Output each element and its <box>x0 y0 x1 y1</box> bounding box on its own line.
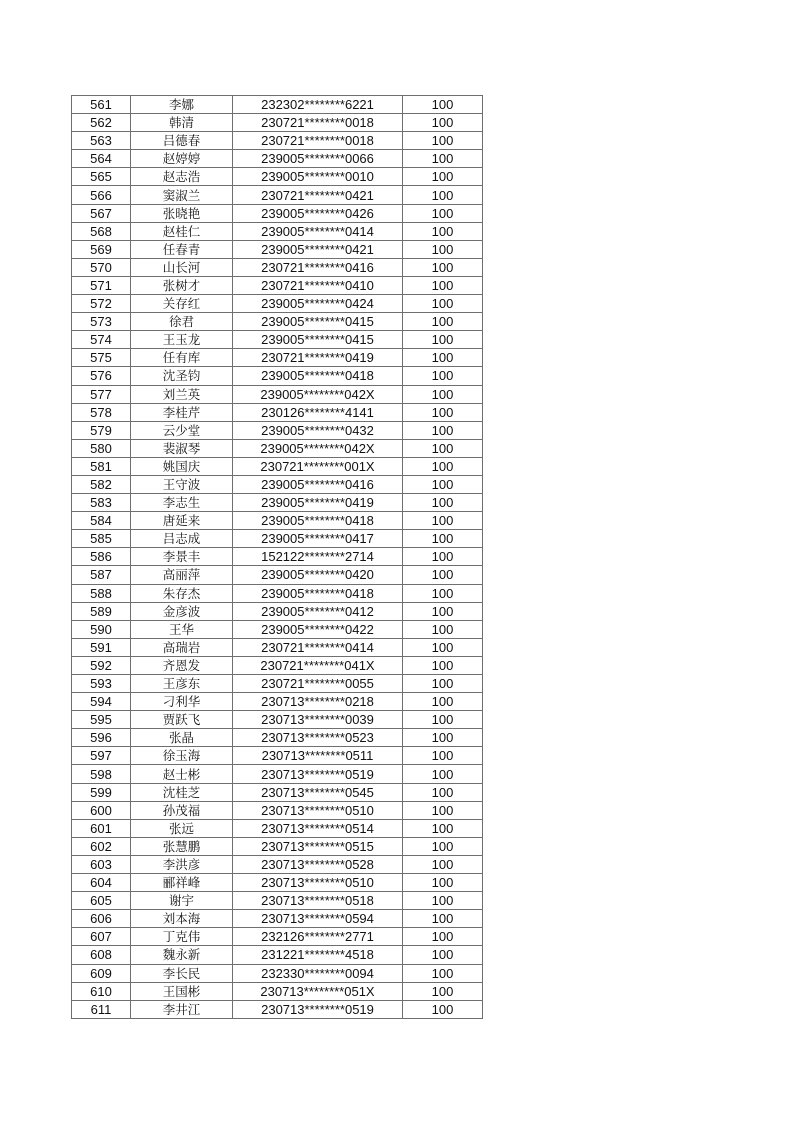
name-cell: 王华 <box>131 620 233 638</box>
row-number-cell: 593 <box>72 675 131 693</box>
name-cell: 赵志浩 <box>131 168 233 186</box>
table-row <box>72 892 483 910</box>
score-cell: 100 <box>403 584 483 602</box>
id-number-cell: 231221********4518 <box>233 946 403 964</box>
id-number-cell: 230721********0410 <box>233 276 403 294</box>
table-row <box>72 855 483 873</box>
table-row <box>72 874 483 892</box>
score-cell: 100 <box>403 638 483 656</box>
score-cell: 100 <box>403 928 483 946</box>
id-number-cell: 232330********0094 <box>233 964 403 982</box>
score-cell: 100 <box>403 783 483 801</box>
table-row <box>72 747 483 765</box>
table-row <box>72 439 483 457</box>
id-number-cell: 239005********0421 <box>233 240 403 258</box>
row-number-cell: 571 <box>72 276 131 294</box>
score-cell: 100 <box>403 711 483 729</box>
row-number-cell: 607 <box>72 928 131 946</box>
row-number-cell: 604 <box>72 874 131 892</box>
score-cell: 100 <box>403 602 483 620</box>
id-number-cell: 230713********0218 <box>233 693 403 711</box>
id-number-cell: 230713********0594 <box>233 910 403 928</box>
row-number-cell: 586 <box>72 548 131 566</box>
name-cell: 韩清 <box>131 114 233 132</box>
row-number-cell: 600 <box>72 801 131 819</box>
name-cell: 张远 <box>131 819 233 837</box>
row-number-cell: 576 <box>72 367 131 385</box>
name-cell: 刘本海 <box>131 910 233 928</box>
id-number-cell: 230721********001X <box>233 457 403 475</box>
name-cell: 王守波 <box>131 475 233 493</box>
score-cell: 100 <box>403 367 483 385</box>
name-cell: 李娜 <box>131 96 233 114</box>
score-cell: 100 <box>403 747 483 765</box>
name-cell: 吕志成 <box>131 530 233 548</box>
row-number-cell: 572 <box>72 295 131 313</box>
row-number-cell: 582 <box>72 475 131 493</box>
name-cell: 沈圣钧 <box>131 367 233 385</box>
score-cell: 100 <box>403 439 483 457</box>
score-cell: 100 <box>403 910 483 928</box>
id-number-cell: 230713********0511 <box>233 747 403 765</box>
id-number-cell: 239005********0415 <box>233 331 403 349</box>
table-row <box>72 349 483 367</box>
name-cell: 云少堂 <box>131 421 233 439</box>
id-number-cell: 230713********0523 <box>233 729 403 747</box>
score-cell: 100 <box>403 331 483 349</box>
score-cell: 100 <box>403 240 483 258</box>
row-number-cell: 592 <box>72 656 131 674</box>
score-cell: 100 <box>403 114 483 132</box>
name-cell: 张慧鹏 <box>131 837 233 855</box>
name-cell: 张树才 <box>131 276 233 294</box>
score-cell: 100 <box>403 204 483 222</box>
table-row <box>72 656 483 674</box>
score-cell: 100 <box>403 168 483 186</box>
score-cell: 100 <box>403 475 483 493</box>
id-number-cell: 239005********0426 <box>233 204 403 222</box>
row-number-cell: 567 <box>72 204 131 222</box>
name-cell: 任春青 <box>131 240 233 258</box>
row-number-cell: 611 <box>72 1000 131 1018</box>
name-cell: 李长民 <box>131 964 233 982</box>
id-number-cell: 152122********2714 <box>233 548 403 566</box>
score-cell: 100 <box>403 892 483 910</box>
id-number-cell: 239005********0420 <box>233 566 403 584</box>
table-row <box>72 222 483 240</box>
table-row <box>72 367 483 385</box>
score-cell: 100 <box>403 1000 483 1018</box>
table-row <box>72 783 483 801</box>
score-cell: 100 <box>403 837 483 855</box>
score-cell: 100 <box>403 222 483 240</box>
name-cell: 齐恩发 <box>131 656 233 674</box>
row-number-cell: 581 <box>72 457 131 475</box>
id-number-cell: 239005********0418 <box>233 584 403 602</box>
id-number-cell: 230713********0510 <box>233 874 403 892</box>
name-cell: 张晓艳 <box>131 204 233 222</box>
score-cell: 100 <box>403 385 483 403</box>
row-number-cell: 605 <box>72 892 131 910</box>
id-number-cell: 230713********0514 <box>233 819 403 837</box>
table-row <box>72 1000 483 1018</box>
table-row <box>72 421 483 439</box>
score-cell: 100 <box>403 313 483 331</box>
table-row <box>72 620 483 638</box>
row-number-cell: 587 <box>72 566 131 584</box>
table-row <box>72 114 483 132</box>
score-cell: 100 <box>403 566 483 584</box>
name-cell: 王彦东 <box>131 675 233 693</box>
id-number-cell: 232302********6221 <box>233 96 403 114</box>
score-cell: 100 <box>403 295 483 313</box>
name-cell: 徐玉海 <box>131 747 233 765</box>
id-number-cell: 230721********041X <box>233 656 403 674</box>
table-row <box>72 675 483 693</box>
score-cell: 100 <box>403 675 483 693</box>
id-number-cell: 239005********0418 <box>233 367 403 385</box>
id-number-cell: 230713********0515 <box>233 837 403 855</box>
id-number-cell: 230713********051X <box>233 982 403 1000</box>
table-row <box>72 765 483 783</box>
score-cell: 100 <box>403 765 483 783</box>
id-number-cell: 230721********0055 <box>233 675 403 693</box>
table-row <box>72 186 483 204</box>
row-number-cell: 594 <box>72 693 131 711</box>
row-number-cell: 562 <box>72 114 131 132</box>
table-row <box>72 693 483 711</box>
id-number-cell: 239005********042X <box>233 439 403 457</box>
score-cell: 100 <box>403 258 483 276</box>
row-number-cell: 569 <box>72 240 131 258</box>
id-number-cell: 239005********0432 <box>233 421 403 439</box>
id-number-cell: 239005********0424 <box>233 295 403 313</box>
id-number-cell: 239005********0415 <box>233 313 403 331</box>
row-number-cell: 574 <box>72 331 131 349</box>
row-number-cell: 598 <box>72 765 131 783</box>
row-number-cell: 564 <box>72 150 131 168</box>
score-cell: 100 <box>403 186 483 204</box>
row-number-cell: 597 <box>72 747 131 765</box>
id-number-cell: 239005********0010 <box>233 168 403 186</box>
row-number-cell: 608 <box>72 946 131 964</box>
id-number-cell: 230721********0414 <box>233 638 403 656</box>
id-number-cell: 239005********0422 <box>233 620 403 638</box>
id-number-cell: 230721********0018 <box>233 114 403 132</box>
name-cell: 吕德春 <box>131 132 233 150</box>
score-cell: 100 <box>403 946 483 964</box>
name-cell: 高丽萍 <box>131 566 233 584</box>
id-number-cell: 230721********0416 <box>233 258 403 276</box>
table-row <box>72 801 483 819</box>
table-row <box>72 258 483 276</box>
name-cell: 高瑞岩 <box>131 638 233 656</box>
score-cell: 100 <box>403 656 483 674</box>
row-number-cell: 561 <box>72 96 131 114</box>
score-cell: 100 <box>403 150 483 168</box>
id-number-cell: 230721********0419 <box>233 349 403 367</box>
name-cell: 李志生 <box>131 494 233 512</box>
row-number-cell: 589 <box>72 602 131 620</box>
name-cell: 魏永新 <box>131 946 233 964</box>
row-number-cell: 584 <box>72 512 131 530</box>
id-number-cell: 230721********0018 <box>233 132 403 150</box>
row-number-cell: 595 <box>72 711 131 729</box>
table-row <box>72 819 483 837</box>
table-row <box>72 276 483 294</box>
score-cell: 100 <box>403 620 483 638</box>
row-number-cell: 580 <box>72 439 131 457</box>
name-cell: 金彦波 <box>131 602 233 620</box>
row-number-cell: 601 <box>72 819 131 837</box>
id-number-cell: 239005********0418 <box>233 512 403 530</box>
row-number-cell: 573 <box>72 313 131 331</box>
id-number-cell: 230713********0510 <box>233 801 403 819</box>
name-cell: 刁利华 <box>131 693 233 711</box>
score-cell: 100 <box>403 276 483 294</box>
row-number-cell: 570 <box>72 258 131 276</box>
table-row <box>72 385 483 403</box>
score-cell: 100 <box>403 494 483 512</box>
name-cell: 贾跃飞 <box>131 711 233 729</box>
row-number-cell: 563 <box>72 132 131 150</box>
row-number-cell: 609 <box>72 964 131 982</box>
table-row <box>72 132 483 150</box>
name-cell: 沈桂芝 <box>131 783 233 801</box>
name-cell: 王国彬 <box>131 982 233 1000</box>
name-cell: 李景丰 <box>131 548 233 566</box>
table-row <box>72 566 483 584</box>
id-number-cell: 239005********042X <box>233 385 403 403</box>
table-row <box>72 910 483 928</box>
score-cell: 100 <box>403 349 483 367</box>
table-row <box>72 548 483 566</box>
row-number-cell: 568 <box>72 222 131 240</box>
row-number-cell: 577 <box>72 385 131 403</box>
id-number-cell: 230713********0519 <box>233 1000 403 1018</box>
id-number-cell: 239005********0066 <box>233 150 403 168</box>
name-cell: 李桂芹 <box>131 403 233 421</box>
id-number-cell: 232126********2771 <box>233 928 403 946</box>
name-cell: 丁克伟 <box>131 928 233 946</box>
score-cell: 100 <box>403 693 483 711</box>
score-cell: 100 <box>403 855 483 873</box>
row-number-cell: 575 <box>72 349 131 367</box>
table-row <box>72 711 483 729</box>
name-cell: 李洪彦 <box>131 855 233 873</box>
row-number-cell: 579 <box>72 421 131 439</box>
table-row <box>72 457 483 475</box>
roster-table <box>71 95 483 1019</box>
name-cell: 姚国庆 <box>131 457 233 475</box>
row-number-cell: 590 <box>72 620 131 638</box>
score-cell: 100 <box>403 457 483 475</box>
score-cell: 100 <box>403 530 483 548</box>
table-row <box>72 494 483 512</box>
table-row <box>72 982 483 1000</box>
id-number-cell: 230713********0518 <box>233 892 403 910</box>
id-number-cell: 230713********0039 <box>233 711 403 729</box>
row-number-cell: 578 <box>72 403 131 421</box>
table-row <box>72 584 483 602</box>
score-cell: 100 <box>403 512 483 530</box>
table-row <box>72 475 483 493</box>
score-cell: 100 <box>403 96 483 114</box>
row-number-cell: 583 <box>72 494 131 512</box>
row-number-cell: 610 <box>72 982 131 1000</box>
row-number-cell: 599 <box>72 783 131 801</box>
id-number-cell: 230713********0519 <box>233 765 403 783</box>
name-cell: 孙茂福 <box>131 801 233 819</box>
table-row <box>72 946 483 964</box>
score-cell: 100 <box>403 819 483 837</box>
table-row <box>72 928 483 946</box>
name-cell: 赵桂仁 <box>131 222 233 240</box>
score-cell: 100 <box>403 982 483 1000</box>
score-cell: 100 <box>403 964 483 982</box>
id-number-cell: 230721********0421 <box>233 186 403 204</box>
id-number-cell: 230713********0528 <box>233 855 403 873</box>
roster-table-body <box>72 96 483 1019</box>
table-row <box>72 512 483 530</box>
name-cell: 王玉龙 <box>131 331 233 349</box>
row-number-cell: 585 <box>72 530 131 548</box>
score-cell: 100 <box>403 548 483 566</box>
id-number-cell: 230713********0545 <box>233 783 403 801</box>
table-row <box>72 602 483 620</box>
id-number-cell: 239005********0419 <box>233 494 403 512</box>
table-row <box>72 168 483 186</box>
score-cell: 100 <box>403 421 483 439</box>
score-cell: 100 <box>403 403 483 421</box>
score-cell: 100 <box>403 132 483 150</box>
table-row <box>72 295 483 313</box>
name-cell: 赵士彬 <box>131 765 233 783</box>
id-number-cell: 230126********4141 <box>233 403 403 421</box>
row-number-cell: 602 <box>72 837 131 855</box>
id-number-cell: 239005********0417 <box>233 530 403 548</box>
name-cell: 刘兰英 <box>131 385 233 403</box>
table-row <box>72 837 483 855</box>
row-number-cell: 606 <box>72 910 131 928</box>
id-number-cell: 239005********0414 <box>233 222 403 240</box>
name-cell: 唐延来 <box>131 512 233 530</box>
name-cell: 张晶 <box>131 729 233 747</box>
name-cell: 郦祥峰 <box>131 874 233 892</box>
row-number-cell: 565 <box>72 168 131 186</box>
name-cell: 山长河 <box>131 258 233 276</box>
score-cell: 100 <box>403 729 483 747</box>
name-cell: 赵婷婷 <box>131 150 233 168</box>
table-row <box>72 964 483 982</box>
row-number-cell: 588 <box>72 584 131 602</box>
name-cell: 徐君 <box>131 313 233 331</box>
name-cell: 任有库 <box>131 349 233 367</box>
name-cell: 朱存杰 <box>131 584 233 602</box>
name-cell: 裴淑琴 <box>131 439 233 457</box>
id-number-cell: 239005********0416 <box>233 475 403 493</box>
name-cell: 李井江 <box>131 1000 233 1018</box>
name-cell: 关存红 <box>131 295 233 313</box>
table-row <box>72 150 483 168</box>
row-number-cell: 603 <box>72 855 131 873</box>
table-row <box>72 204 483 222</box>
table-row <box>72 638 483 656</box>
table-row <box>72 530 483 548</box>
table-row <box>72 729 483 747</box>
table-row <box>72 331 483 349</box>
row-number-cell: 596 <box>72 729 131 747</box>
name-cell: 窦淑兰 <box>131 186 233 204</box>
table-row <box>72 240 483 258</box>
id-number-cell: 239005********0412 <box>233 602 403 620</box>
table-row <box>72 313 483 331</box>
row-number-cell: 566 <box>72 186 131 204</box>
score-cell: 100 <box>403 801 483 819</box>
table-row <box>72 96 483 114</box>
row-number-cell: 591 <box>72 638 131 656</box>
name-cell: 谢宇 <box>131 892 233 910</box>
table-row <box>72 403 483 421</box>
score-cell: 100 <box>403 874 483 892</box>
